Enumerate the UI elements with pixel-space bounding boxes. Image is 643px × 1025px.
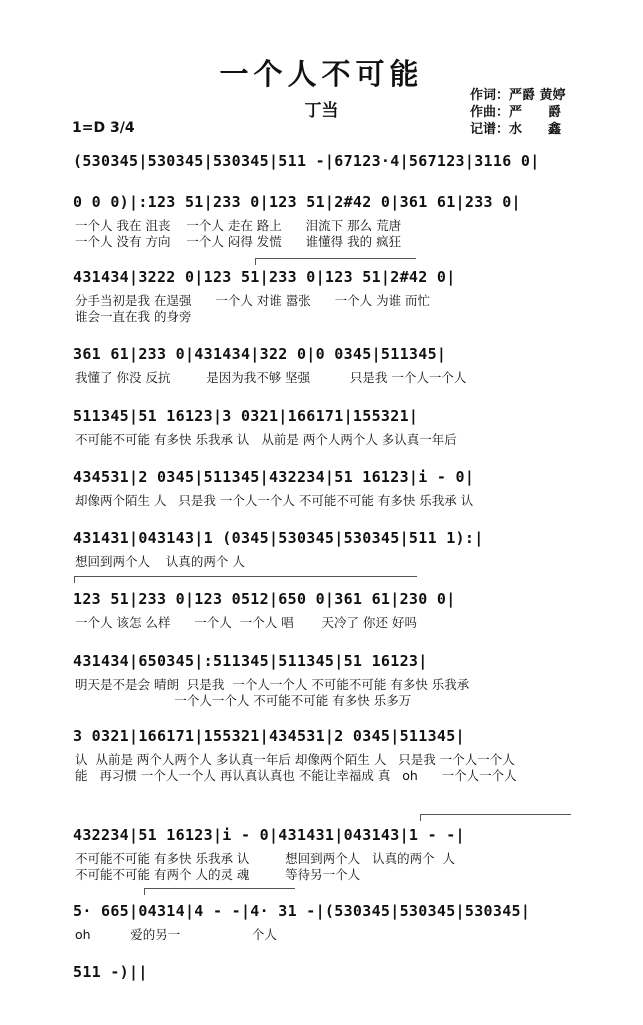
lyric-line-8a: 一个人 该怎 么样 一个人 一个人 唱 天冷了 你还 好吗 <box>75 615 417 630</box>
lyric-line-3b: 谁会一直在我 的身旁 <box>75 309 192 324</box>
composer-credit: 作曲：严 爵 <box>470 105 562 120</box>
score-line-7: 431431|043143|1 (0345|530345|530345|511 1):| <box>73 529 484 547</box>
lyric-line-11b: 不可能不可能 有两个 人的灵 魂 等待另一个人 <box>75 867 361 882</box>
score-line-5: 511345|51 16123|3 0321|166171|155321| <box>73 407 419 425</box>
lyric-line-2a: 一个人 我在 沮丧 一个人 走在 路上 泪流下 那么 荒唐 <box>75 218 402 233</box>
score-line-1: (530345|530345|530345|511 -|67123·4|567123|3116 0| <box>73 152 540 170</box>
song-title: 一个人不可能 <box>219 57 424 91</box>
score-line-8: 123 51|233 0|123 0512|650 0|361 61|230 0| <box>73 590 456 608</box>
volta-bracket-2 <box>74 576 417 583</box>
score-line-3: 431434|3222 0|123 51|233 0|123 51|2#42 0| <box>73 268 456 286</box>
lyric-line-4a: 我懂了 你没 反抗 是因为我不够 坚强 只是我 一个人一个人 <box>75 370 467 385</box>
volta-bracket-4 <box>144 888 295 895</box>
volta-bracket <box>255 258 416 265</box>
lyric-line-7a: 想回到两个人 认真的两个 人 <box>75 554 245 569</box>
lyric-line-12a: oh 爱的另一 个人 <box>75 927 277 942</box>
lyric-line-10b: 能 再习惯 一个人一个人 再认真认真也 不能让幸福成 真 oh 一个人一个人 <box>75 768 517 783</box>
score-line-6: 434531|2 0345|511345|432234|51 16123|i - 0| <box>73 468 475 486</box>
lyric-line-9a: 明天是不是会 晴朗 只是我 一个人一个人 不可能不可能 有多快 乐我承 <box>75 677 470 692</box>
score-line-12: 5· 665|04314|4 - -|4· 31 -|(530345|530345|530345| <box>73 902 531 920</box>
lyric-line-5a: 不可能不可能 有多快 乐我承 认 从前是 两个人两个人 多认真一年后 <box>75 432 457 447</box>
score-line-9: 431434|650345|:511345|511345|51 16123| <box>73 652 428 670</box>
lyric-line-9b: 一个人一个人 不可能不可能 有多快 乐多万 <box>75 693 412 708</box>
lyric-line-6a: 却像两个陌生 人 只是我 一个人一个人 不可能不可能 有多快 乐我承 认 <box>75 493 474 508</box>
score-line-11: 432234|51 16123|i - 0|431431|043143|1 - -| <box>73 826 465 844</box>
score-line-10: 3 0321|166171|155321|434531|2 0345|511345| <box>73 727 465 745</box>
volta-bracket-3 <box>420 814 571 821</box>
lyricist-credit: 作词：严爵 黄婷 <box>470 88 566 103</box>
score-line-13: 511 -)|| <box>73 963 148 981</box>
key-signature: 1=D 3/4 <box>72 120 135 136</box>
singer-name: 丁当 <box>304 101 339 121</box>
lyric-line-2b: 一个人 没有 方向 一个人 闷得 发慌 谁懂得 我的 疯狂 <box>75 234 402 249</box>
lyric-line-11a: 不可能不可能 有多快 乐我承 认 想回到两个人 认真的两个 人 <box>75 851 456 866</box>
lyric-line-3a: 分手当初是我 在逞强 一个人 对谁 嚣张 一个人 为谁 而忙 <box>75 293 431 308</box>
score-line-4: 361 61|233 0|431434|322 0|0 0345|511345| <box>73 345 447 363</box>
transcriber-credit: 记谱：水 鑫 <box>470 122 562 137</box>
score-line-2: 0 0 0)|:123 51|233 0|123 51|2#42 0|361 61|233 0| <box>73 193 521 211</box>
lyric-line-10a: 认 从前是 两个人两个人 多认真一年后 却像两个陌生 人 只是我 一个人一个人 <box>75 752 515 767</box>
